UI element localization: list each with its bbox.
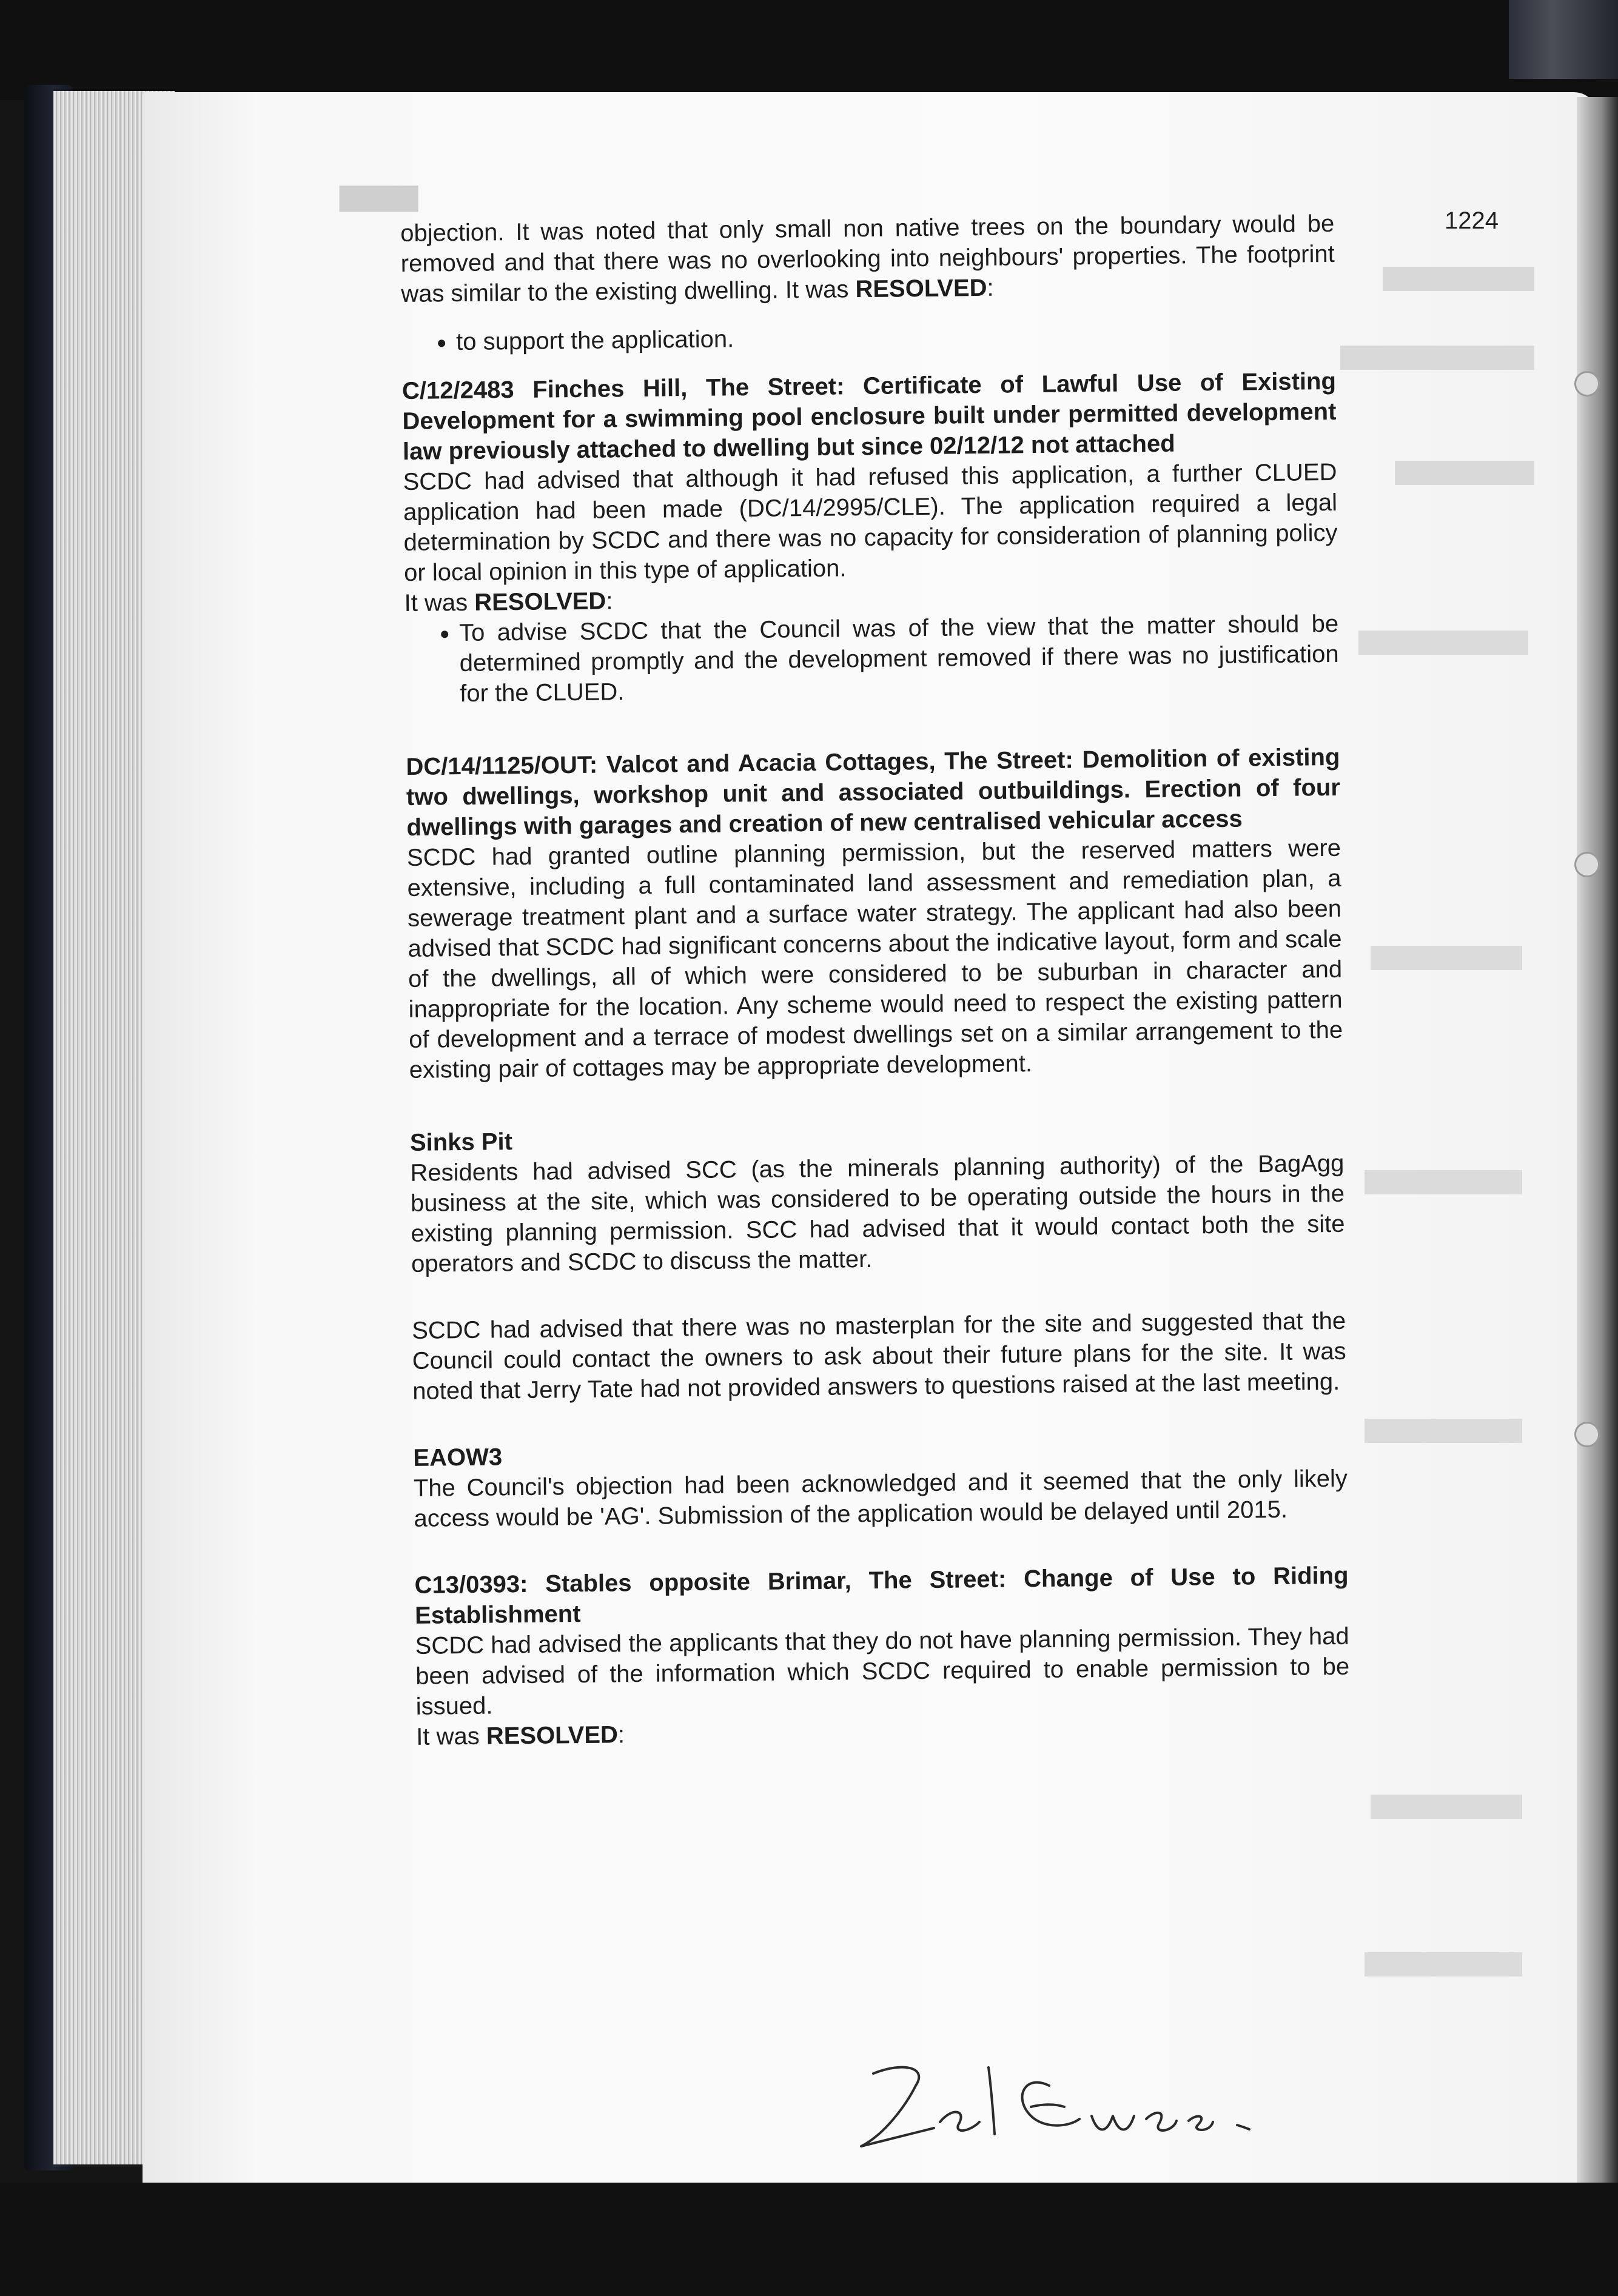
list-item: • To advise SCDC that the Council was of the view that the matter should be determined promptly and the development removed if there was no justification for the CLUED.: [459, 609, 1339, 709]
bleed-through-texture: [1365, 1952, 1522, 1976]
section-intro: [400, 209, 1335, 358]
bleed-through-texture: [1383, 267, 1534, 291]
paragraph: [400, 209, 1335, 309]
paragraph: Residents had advised SCC (as the minerals planning authority) of the BagAgg business at the site, which was considered to be operating outside the hours in the existing planning permission. SCC had advised that it would contact both the site operators and SCDC to discuss the matter.: [410, 1150, 1345, 1277]
punch-hole: [1574, 371, 1600, 397]
resolved-label: RESOLVED: [474, 587, 606, 616]
section-c13-0393: [414, 1561, 1350, 1752]
resolved-label: RESOLVED: [855, 274, 987, 303]
bullet-list: [404, 609, 1339, 709]
section-eaow3: [413, 1433, 1348, 1534]
item-heading: C/12/2483 Finches Hill, The Street: Certificate of Lawful Use of Existing Development for a swimming pool enclosure built under permitted development law previously attached to dwelling but since 02/12/12 not attached: [401, 367, 1337, 465]
punch-hole: [1574, 852, 1600, 877]
resolved-prefix: It was: [404, 589, 475, 617]
minutes-text: [400, 209, 1350, 1752]
bleed-through-texture: [1395, 461, 1534, 485]
paragraph: The Council's objection had been acknowledged and it seemed that the only likely access would be 'AG'. Submission of the application would be delayed until 2015.: [413, 1465, 1348, 1532]
page-curl-shadow: [1577, 97, 1618, 2195]
bleed-through-texture: [1371, 1795, 1522, 1819]
paragraph: SCDC had advised the applicants that they do not have planning permission. They had been advised of the information which SCDC required to enable permission to be issued.: [415, 1622, 1350, 1720]
section-dc-14-1125: [406, 742, 1343, 1085]
colon: :: [987, 274, 994, 301]
bleed-through-texture: [1371, 946, 1522, 970]
item-heading: Sinks Pit: [409, 1128, 513, 1156]
section-sinks-pit: [410, 1118, 1347, 1407]
handwritten-signature: [849, 2049, 1334, 2170]
bleed-through-texture: [1340, 346, 1534, 370]
paragraph: SCDC had granted outline planning permission, but the reserved matters were extensive, including a full contaminated land assessment and remediation plan, a sewerage treatment plant and a surface water strategy. The applicant had also been advised that SCDC had significant concerns about the indicative layout, form and scale of the dwellings, all of which were considered to be suburban in character and inappropriate for the location. Any scheme would need to respect the existing pattern of development and a terrace of modest dwellings set on a similar arrangement to the existing pair of cottages may be appropriate development.: [406, 834, 1343, 1083]
resolved-label: RESOLVED: [486, 1721, 619, 1750]
paragraph: SCDC had advised that although it had refused this application, a further CLUED application had been made (DC/14/2995/CLE). The application required a legal determination by SCDC and there was no capacity for consideration of planning policy or local opinion in this type of application.: [403, 458, 1338, 586]
bleed-through-texture: [1358, 631, 1528, 655]
item-heading: C13/0393: Stables opposite Brimar, The Street: Change of Use to Riding Establishment: [414, 1562, 1349, 1629]
paragraph: SCDC had advised that there was no masterplan for the site and suggested that the Council could contact the owners to ask about their future plans for the site. It was noted that Jerry Tate had not provided answers to questions raised at the last meeting.: [411, 1307, 1346, 1405]
colon: :: [606, 587, 613, 615]
list-item: • to support the application.: [456, 318, 1335, 357]
punch-hole: [1574, 1422, 1600, 1447]
bleed-through-texture: [1365, 1170, 1522, 1194]
background-top: [0, 0, 1618, 100]
page-number: 1224: [1445, 207, 1499, 234]
background-bottom: [0, 2183, 1618, 2296]
resolved-prefix: It was: [416, 1722, 487, 1750]
colon: :: [617, 1721, 625, 1749]
binder-spine: [1509, 0, 1618, 79]
item-heading: EAOW3: [413, 1444, 503, 1471]
section-c-12-2483: [402, 366, 1340, 709]
paragraph-text: objection. It was noted that only small non native trees on the boundary would be removed and that there was no overlooking into neighbours' properties. The footprint was similar to the existing dwelling. It was: [400, 210, 1335, 307]
item-heading: DC/14/1125/OUT: Valcot and Acacia Cottages, The Street: Demolition of existing two dwellings, workshop unit and associated outbuildings. Erection of four dwellings with garages and creation of new centralised vehicular access: [406, 743, 1341, 841]
bleed-through-texture: [1365, 1419, 1522, 1443]
bleed-through-texture: ▇▇▇▇: [340, 182, 418, 211]
